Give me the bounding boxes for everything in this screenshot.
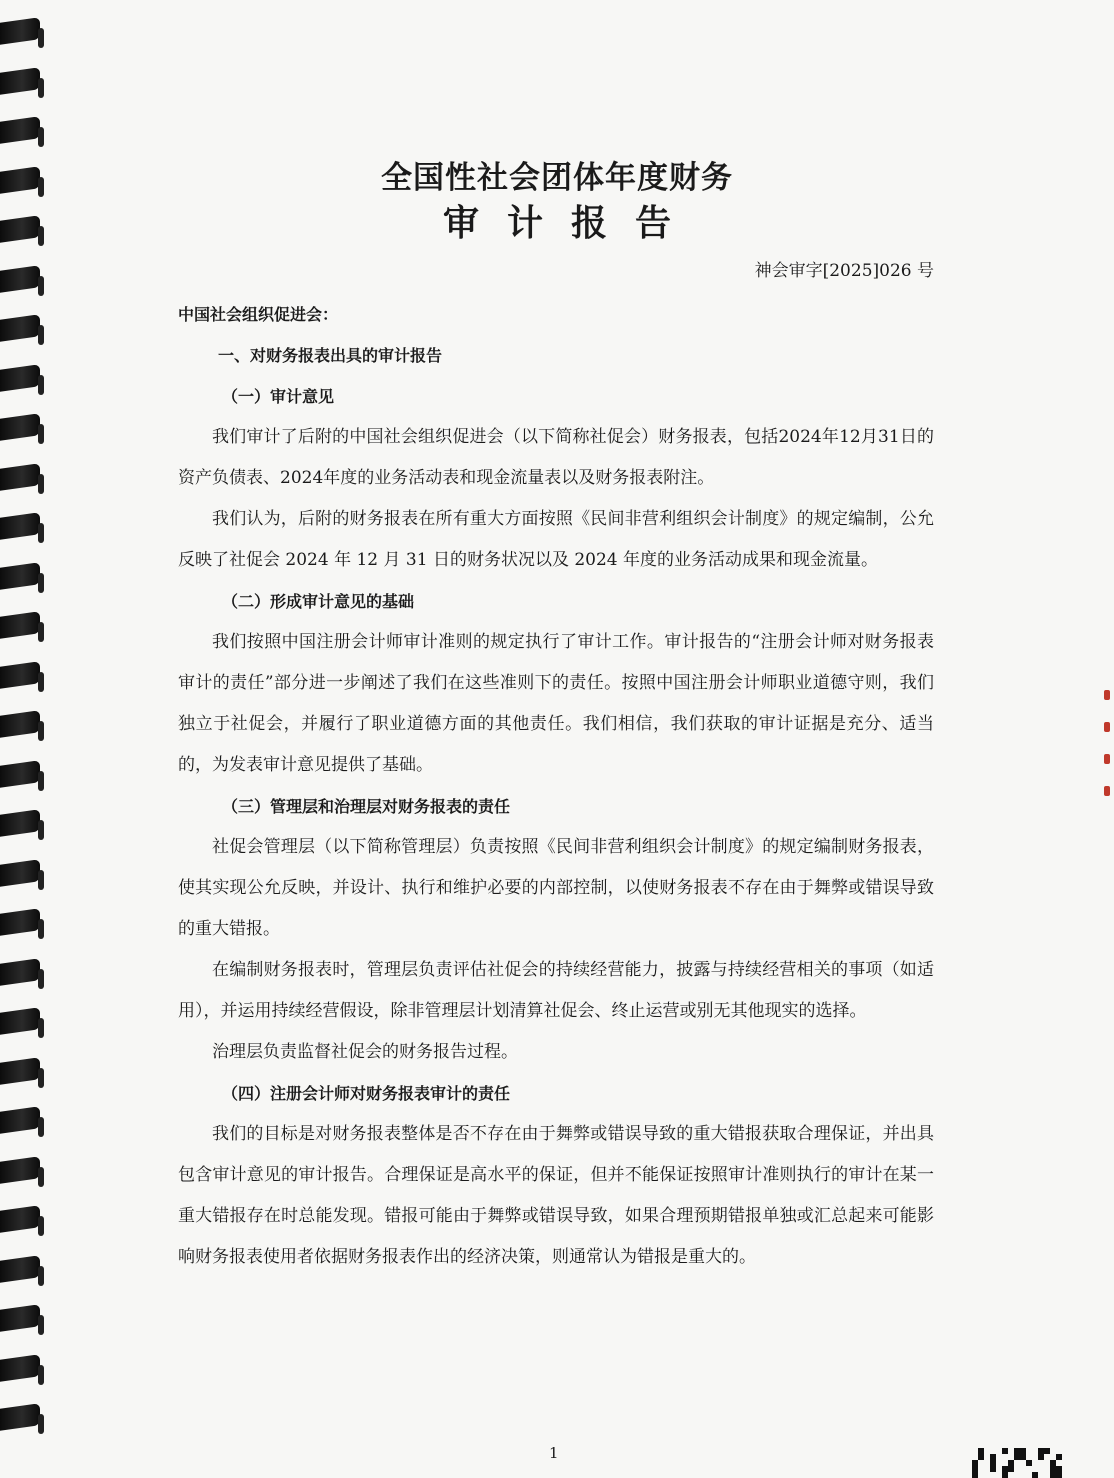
binding-hole [38,672,44,692]
sub3-paragraph3: 治理层负责监督社促会的财务报告过程。 [212,1042,518,1062]
binding-hole [38,474,44,494]
binding-ring [0,1007,40,1035]
sub3-paragraph1: 社促会管理层（以下简称管理层）负责按照《民间非营利组织会计制度》的规定编制财务报表，使其实现公允反映，并设计、执行和维护必要的内部控制，以使财务报表不存在由于舞弊或错误导致的重大错报。 [178,837,934,939]
binding-hole [38,1414,44,1434]
binding-ring [0,710,40,738]
binding-hole [38,771,44,791]
binding-ring [0,611,40,639]
binding-ring [0,809,40,837]
binding-ring [0,859,40,887]
binding-ring [0,67,40,95]
sub3-heading: （三）管理层和治理层对财务报表的责任 [222,797,511,816]
binding-hole [38,573,44,593]
qr-code-icon [972,1448,1064,1478]
binding-hole [38,424,44,444]
binding-hole [38,820,44,840]
sub2-paragraph1: 我们按照中国注册会计师审计准则的规定执行了审计工作。审计报告的“注册会计师对财务报表审计的责任”部分进一步阐述了我们在这些准则下的责任。按照中国注册会计师职业道德守则，我们独立于社促会，并履行了职业道德方面的其他责任。我们相信，我们获取的审计证据是充分、适当的，为发表审计意见提供了基础。 [178,632,934,775]
binding-ring [0,760,40,788]
binding-ring [0,1403,40,1431]
binding-hole [38,919,44,939]
binding-hole [38,721,44,741]
binding-ring [0,908,40,936]
sub2-heading: （二）形成审计意见的基础 [222,592,415,611]
binding-hole [38,1315,44,1335]
binding-ring [0,1057,40,1085]
sub4-paragraph1: 我们的目标是对财务报表整体是否不存在由于舞弊或错误导致的重大错报获取合理保证，并出具包含审计意见的审计报告。合理保证是高水平的保证，但并不能保证按照审计准则执行的审计在某一重大错报存在时总能发现。错报可能由于舞弊或错误导致，如果合理预期错报单独或汇总起来可能影响财务报表使用者依据财务报表作出的经济决策，则通常认为错报是重大的。 [178,1124,934,1267]
binding-ring [0,661,40,689]
binding-hole [38,375,44,395]
binding-ring [0,1354,40,1382]
binding-hole [38,78,44,98]
binding-hole [38,325,44,345]
binding-ring [0,265,40,293]
sub1-paragraph2: 我们认为，后附的财务报表在所有重大方面按照《民间非营利组织会计制度》的规定编制，公允反映了社促会 2024 年 12 月 31 日的财务状况以及 2024 年度的业务活动成果和现金流量。 [178,509,934,570]
binding-ring [0,1205,40,1233]
binding-hole [38,1117,44,1137]
binding-hole [38,276,44,296]
binding-hole [38,1167,44,1187]
binding-ring [0,463,40,491]
binding-hole [38,127,44,147]
binding-hole [38,870,44,890]
binding-ring [0,562,40,590]
binding-hole [38,1018,44,1038]
binding-ring [0,512,40,540]
binding-ring [0,1106,40,1134]
report-title-line1: 全国性社会团体年度财务 [381,160,733,196]
sub3-paragraph2: 在编制财务报表时，管理层负责评估社促会的持续经营能力，披露与持续经营相关的事项（如适用），并运用持续经营假设，除非管理层计划清算社促会、终止运营或别无其他现实的选择。 [178,960,934,1021]
binding-ring [0,314,40,342]
binding-hole [38,622,44,642]
binding-hole [38,969,44,989]
binding-ring [0,364,40,392]
sub1-paragraph1: 我们审计了后附的中国社会组织促进会（以下简称社促会）财务报表，包括2024年12月31日的资产负债表、2024年度的业务活动表和现金流量表以及财务报表附注。 [178,427,934,488]
section1-heading: 一、对财务报表出具的审计报告 [218,346,443,365]
binding-hole [38,1216,44,1236]
addressee: 中国社会组织促进会： [178,305,339,324]
sub4-heading: （四）注册会计师对财务报表审计的责任 [222,1084,511,1103]
binding-ring [0,1255,40,1283]
report-body [178,294,934,1278]
binding-hole [38,1266,44,1286]
binding-ring [0,17,40,45]
binding-ring [0,1304,40,1332]
binding-ring [0,958,40,986]
binding-ring [0,413,40,441]
sub1-heading: （一）审计意见 [222,387,335,406]
page-number: 1 [549,1444,559,1462]
binding-ring [0,116,40,144]
binding-hole [38,28,44,48]
binding-hole [38,1365,44,1385]
binding-ring [0,1156,40,1184]
report-title-line2: 审计报告 [442,203,699,244]
binding-hole [38,1068,44,1088]
red-seal-edge [1104,690,1114,830]
document-number: 神会审字[2025]026 号 [754,261,934,281]
binding-hole [38,523,44,543]
